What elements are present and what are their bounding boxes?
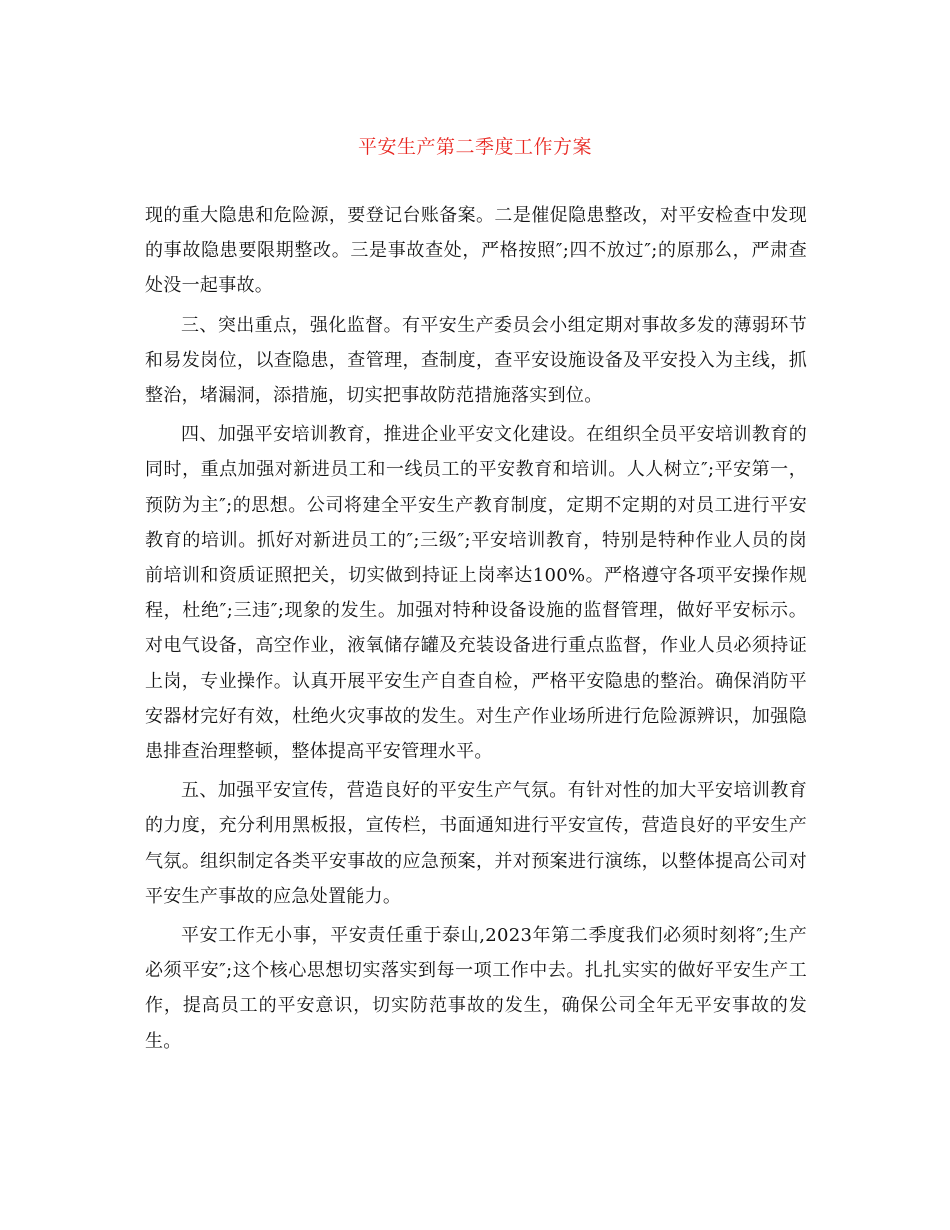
- document-title: 平安生产第二季度工作方案: [357, 136, 592, 158]
- paragraph-section-three: 三、突出重点，强化监督。有平安生产委员会小组定期对事故多发的薄弱环节和易发岗位，以查隐患，查管理，查制度，查平安设施设备及平安投入为主线，抓整治，堵漏洞，添措施，切实把事故防范措施落实到位。: [145, 314, 807, 407]
- paragraph-conclusion: 平安工作无小事，平安责任重于泰山,2023年第二季度我们必须时刻将″;生产必须平安″;这个核心思想切实落实到每一项工作中去。扎扎实实的做好平安生产工作，提高员工的平安意识，切实防范事故的发生，确保公司全年无平安事故的发生。: [145, 925, 807, 1052]
- document-body: [145, 198, 807, 1063]
- paragraph-section-four: 四、加强平安培训教育，推进企业平安文化建设。在组织全员平安培训教育的同时，重点加强对新进员工和一线员工的平安教育和培训。人人树立″;平安第一，预防为主″;的思想。公司将建全平安生产教育制度，定期不定期的对员工进行平安教育的培训。抓好对新进员工的″;三级″;平安培训教育，特别是特种作业人员的岗前培训和资质证照把关，切实做到持证上岗率达100%。严格遵守各项平安操作规程，杜绝″;三违″;现象的发生。加强对特种设备设施的监督管理，做好平安标示。对电气设备，高空作业，液氧储存罐及充装设备进行重点监督，作业人员必须持证上岗，专业操作。认真开展平安生产自查自检，严格平安隐患的整治。确保消防平安器材完好有效，杜绝火灾事故的发生。对生产作业场所进行危险源辨识，加强隐患排查治理整顿，整体提高平安管理水平。: [145, 424, 807, 763]
- paragraph-section-five: 五、加强平安宣传，营造良好的平安生产气氛。有针对性的加大平安培训教育的力度，充分利用黑板报，宣传栏，书面通知进行平安宣传，营造良好的平安生产气氛。组织制定各类平安事故的应急预案，并对预案进行演练，以整体提高公司对平安生产事故的应急处置能力。: [145, 780, 807, 907]
- paragraph-continuation: 现的重大隐患和危险源，要登记台账备案。二是催促隐患整改，对平安检查中发现的事故隐患要限期整改。三是事故查处，严格按照″;四不放过″;的原那么，严肃查处没一起事故。: [145, 205, 807, 297]
